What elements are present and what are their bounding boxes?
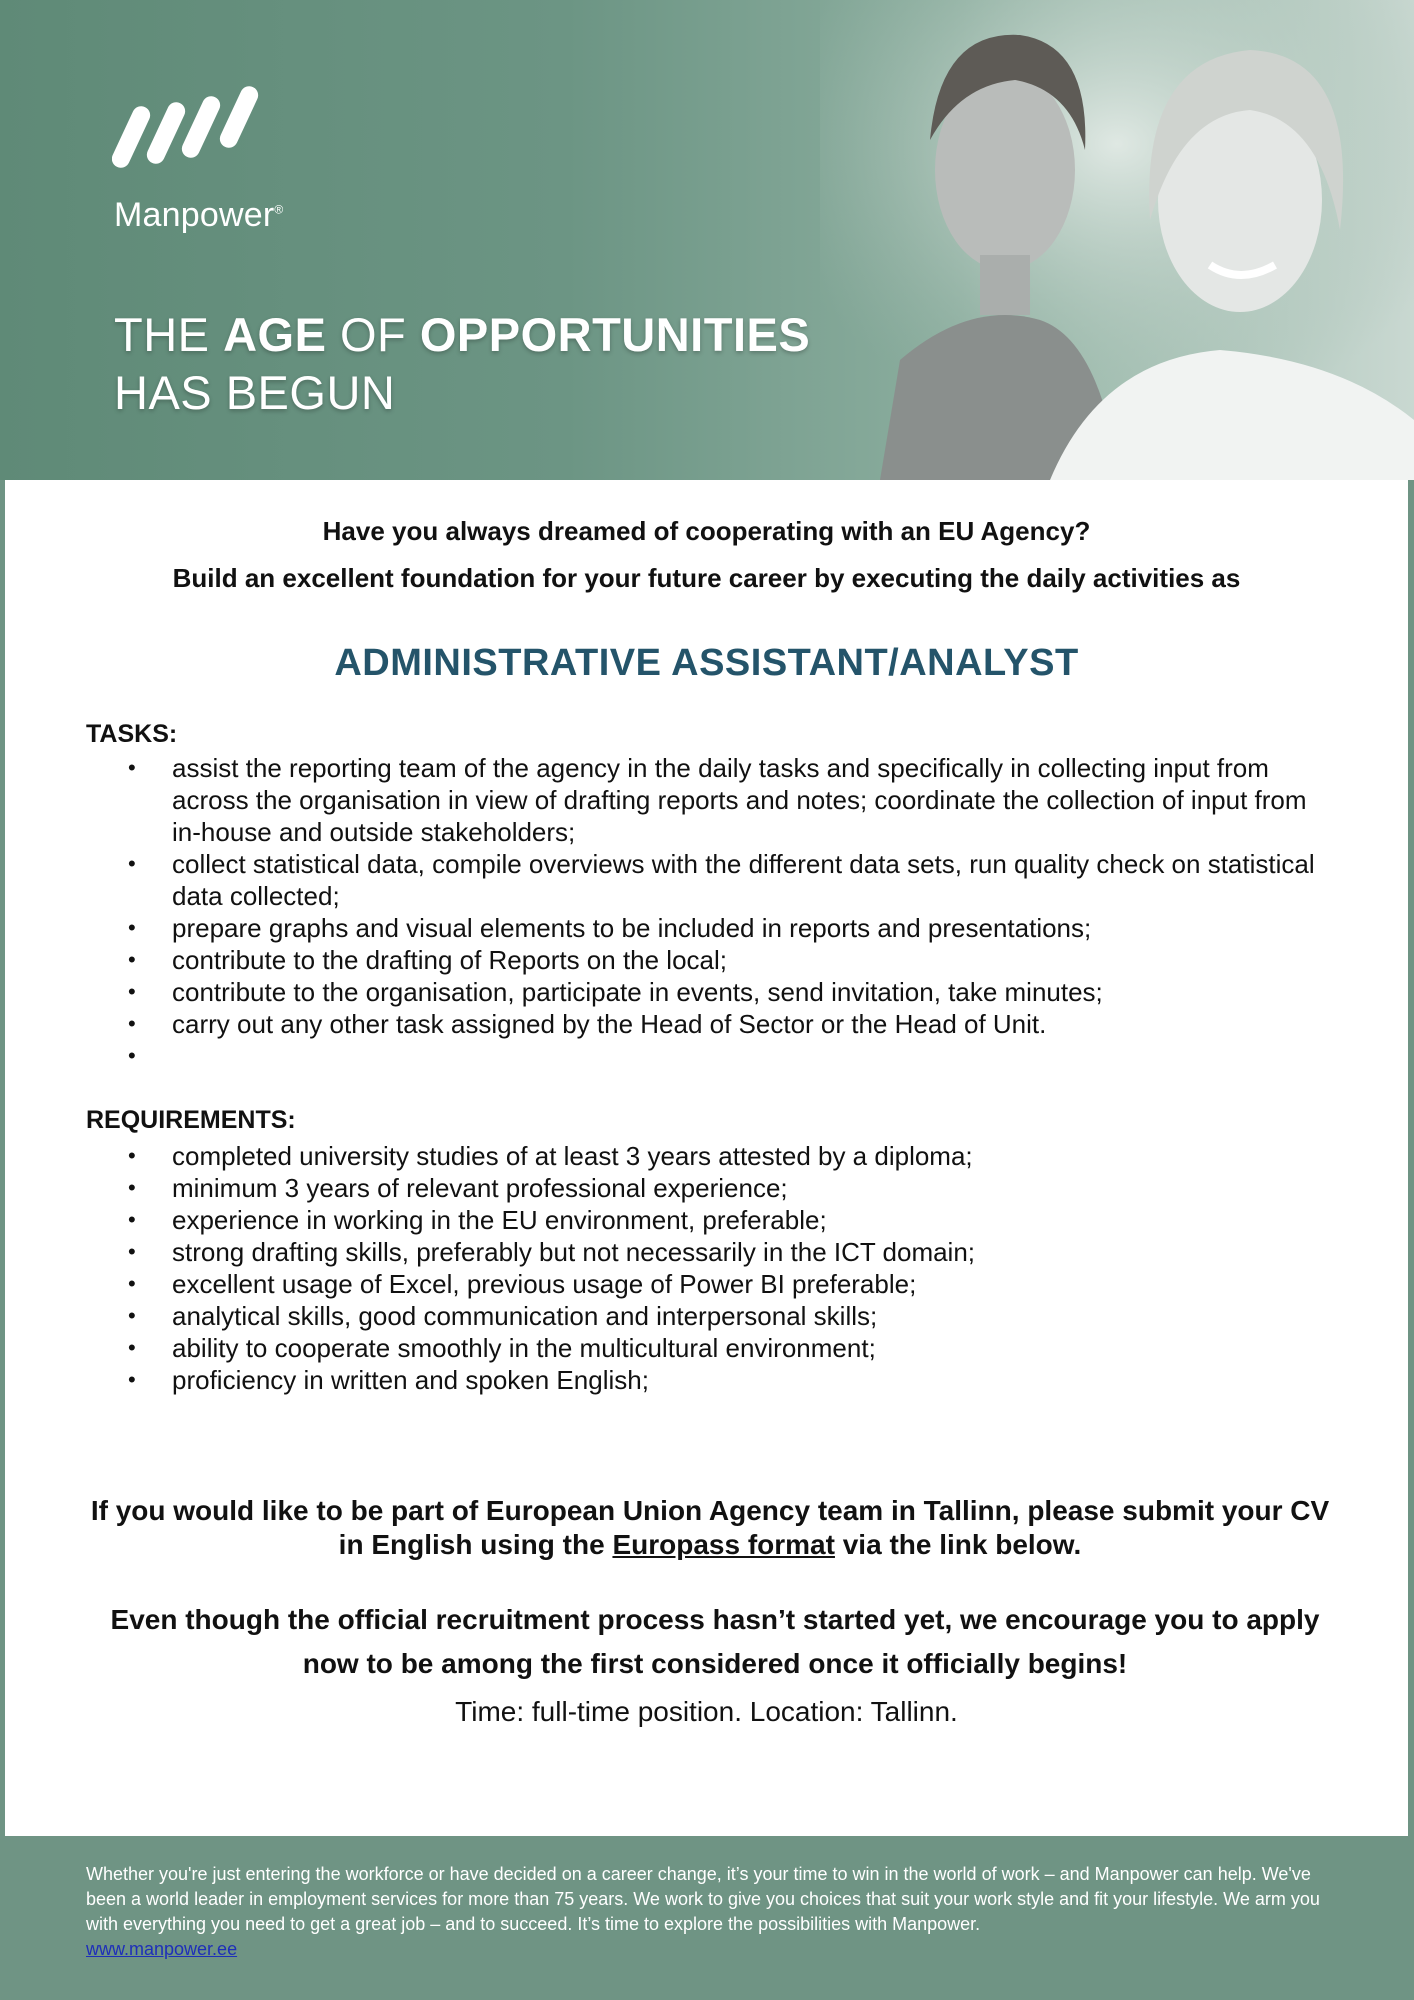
intro-statement: Build an excellent foundation for your future career by executing the daily activities as <box>172 563 1241 593</box>
list-item: • assist the reporting team of the agency in the daily tasks and specifically in collecting input from across the organisation in view of drafting reports and notes; coordinate the collection of input from in-house and outside stakeholders; <box>86 752 1336 848</box>
intro-question: Have you always dreamed of cooperating with an EU Agency? <box>322 516 1091 546</box>
tasks-list <box>86 752 1336 1040</box>
empty-bullet: • <box>128 1043 136 1068</box>
apply-instructions: If you would like to be part of European Union Agency team in Tallinn, please submit your CV in English using the Europass format via the link below. <box>90 1495 1330 1560</box>
list-item: • contribute to the organisation, participate in events, send invitation, take minutes; <box>86 976 1336 1008</box>
logo-text: Manpower® <box>114 196 284 234</box>
list-item: • prepare graphs and visual elements to be included in reports and presentations; <box>86 912 1336 944</box>
hero-banner <box>0 0 1414 480</box>
list-item: • contribute to the drafting of Reports on the local; <box>86 944 1336 976</box>
footer-text: Whether you're just entering the workforce or have decided on a career change, it’s your time to win in the world of work – and Manpower can help. We've been a world leader in employment services for more than 75 years. We work to give you choices that suit your work style and fit your lifestyle. We arm you with everything you need to get a great job – and to succeed. It’s time to explore the possibilities with Manpower. <box>86 1864 1320 1934</box>
requirements-title: REQUIREMENTS: <box>86 1106 296 1134</box>
tasks-title: TASKS: <box>86 720 178 748</box>
requirements-list <box>86 1140 1336 1396</box>
list-item: • analytical skills, good communication and interpersonal skills; <box>86 1300 1336 1332</box>
hero-headline: THE AGE OF OPPORTUNITIES HAS BEGUN <box>114 308 811 419</box>
website-link[interactable]: www.manpower.ee <box>86 1939 238 1959</box>
list-item: • completed university studies of at least 3 years attested by a diploma; <box>86 1140 1336 1172</box>
europass-format-link[interactable]: Europass format <box>612 1529 835 1560</box>
list-item: • carry out any other task assigned by the Head of Sector or the Head of Unit. <box>86 1008 1336 1040</box>
manpower-logo-icon <box>112 82 292 172</box>
list-item: • ability to cooperate smoothly in the multicultural environment; <box>86 1332 1336 1364</box>
job-posting-sheet <box>5 480 1408 1836</box>
position-details: Time: full-time position. Location: Tallinn. <box>455 1696 958 1727</box>
list-item: • minimum 3 years of relevant professional experience; <box>86 1172 1336 1204</box>
hero-photo-people <box>820 0 1414 480</box>
list-item: • experience in working in the EU environment, preferable; <box>86 1204 1336 1236</box>
job-title: ADMINISTRATIVE ASSISTANT/ANALYST <box>334 642 1079 684</box>
list-item: • strong drafting skills, preferably but not necessarily in the ICT domain; <box>86 1236 1336 1268</box>
list-item: • collect statistical data, compile overviews with the different data sets, run quality check on statistical data collected; <box>86 848 1336 912</box>
apply-now-note: Even though the official recruitment process hasn’t started yet, we encourage you to apply now to be among the first considered once it officially begins! <box>110 1604 1320 1679</box>
list-item: • proficiency in written and spoken English; <box>86 1364 1336 1396</box>
list-item: • excellent usage of Excel, previous usage of Power BI preferable; <box>86 1268 1336 1300</box>
footer <box>86 1862 1346 1962</box>
